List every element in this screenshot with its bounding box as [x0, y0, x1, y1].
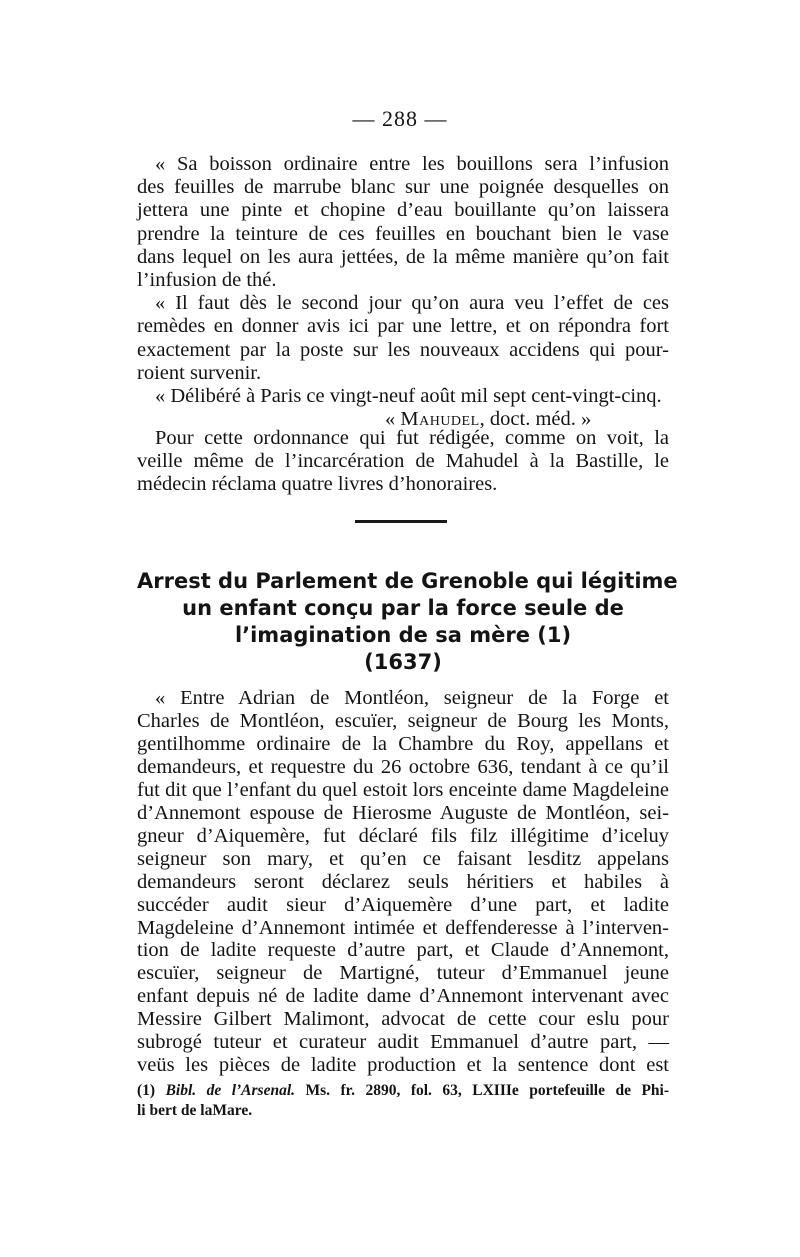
text-line: « Sa boisson ordinaire entre les bouillons sera l’infusion	[155, 153, 669, 175]
text-line: seigneur son mary, et qu’en ce faisant lesditz appelans	[137, 847, 669, 870]
signature-name: Mahudel	[400, 408, 480, 431]
arrest-paragraph	[137, 687, 669, 1077]
text-line: dans lequel on les aura jettées, de la même manière qu’on fait	[137, 245, 669, 268]
text-line: roient survenir.	[137, 361, 262, 384]
section-divider	[355, 520, 447, 523]
footnote	[137, 1081, 669, 1120]
text-line: subrogé tuteur et curateur audit Emmanuel d’autre part, —	[137, 1031, 669, 1054]
footnote-source: Bibl. de l’Arsenal.	[165, 1082, 296, 1099]
footnote-line	[137, 1081, 669, 1101]
title-line: Arrest du Parlement de Grenoble qui légitime	[137, 569, 678, 593]
footnote-reference: Ms. fr. 2890, fol. 63, LXIIIe portefeuille de Phi-	[295, 1082, 669, 1099]
text-line: médecin réclama quatre livres d’honoraires.	[137, 473, 498, 496]
prescription-paragraph-boisson	[137, 153, 669, 292]
text-line: « Il faut dès le second jour qu’on aura veu l’effet de ces	[155, 292, 669, 315]
text-line: gneur d’Aiquemère, fut déclaré fils filz illégitime d’iceluy	[137, 824, 669, 847]
text-line: Charles de Montléon, escuïer, seigneur de Bourg les Monts,	[137, 709, 669, 732]
text-line: Magdeleine d’Annemont intimée et deffenderesse à l’interven-	[137, 916, 669, 939]
text-line: fut dit que l’enfant du quel estoit lors enceinte dame Magdeleine	[137, 778, 669, 801]
text-line: escuïer, seigneur de Martigné, tuteur d’Emmanuel jeune	[137, 962, 669, 985]
text-line: des feuilles de marrube blanc sur une poignée desquelles on	[137, 176, 669, 199]
text-line: jettera une pinte et chopine d’eau bouillante qu’on laissera	[137, 199, 669, 222]
prescription-paragraph-delibere	[137, 385, 669, 408]
footnote-marker: (1)	[137, 1082, 166, 1099]
text-line: tion de ladite requeste d’autre part, et Claude d’Annemont,	[137, 939, 669, 962]
text-line: l’infusion de thé.	[137, 269, 277, 292]
honoraires-paragraph	[137, 427, 669, 497]
text-line: demandeurs, et requestre du 26 octobre 636, tendant à ce qu’il	[137, 755, 669, 778]
text-line: « Entre Adrian de Montléon, seigneur de la Forge et	[155, 687, 669, 709]
text-line: d’Annemont espouse de Hierosme Auguste de Montléon, sei-	[137, 801, 669, 824]
honoraires-text	[137, 427, 669, 497]
text-line: veille même de l’incarcération de Mahudel à la Bastille, le	[137, 450, 669, 473]
arrest-body	[137, 687, 669, 1077]
prescription-quote	[137, 153, 669, 431]
text-line: « Délibéré à Paris ce vingt-neuf août mil sept cent-vingt-cinq.	[155, 385, 662, 408]
signature-prefix: «	[385, 408, 401, 431]
text-line: remèdes en donner avis ici par une lettre, et on répondra fort	[137, 315, 669, 338]
text-line: enfant depuis né de ladite dame d’Annemont intervenant avec	[137, 985, 669, 1008]
text-line: succéder audit sieur d’Aiquemère d’une part, et ladite	[137, 893, 669, 916]
text-line: Messire Gilbert Malimont, advocat de cette cour eslu pour	[137, 1008, 669, 1031]
text-line: Pour cette ordonnance qui fut rédigée, comme on voit, la	[155, 427, 669, 449]
text-line: gentilhomme ordinaire de la Chambre du Roy, appellans et	[137, 732, 669, 755]
text-line: prendre la teinture de ces feuilles en bouchant bien le vase	[137, 222, 669, 245]
page-number: — 288 —	[352, 106, 448, 131]
prescription-paragraph-avis	[137, 292, 669, 385]
title-line: l’imagination de sa mère (1)	[234, 623, 572, 647]
title-line: un enfant conçu par la force seule de	[182, 596, 624, 620]
text-line: veüs les pièces de ladite production et la sentence dont est	[137, 1054, 669, 1077]
signature-suffix: , doct. méd. »	[479, 408, 592, 431]
text-line: exactement par la poste sur les nouveaux accidens qui pour-	[137, 338, 669, 361]
footnote-line: li bert de laMare.	[137, 1101, 253, 1119]
text-line: demandeurs seront déclarez seuls héritiers et habiles à	[137, 870, 669, 893]
title-year: (1637)	[364, 650, 442, 674]
arrest-title	[137, 568, 678, 676]
